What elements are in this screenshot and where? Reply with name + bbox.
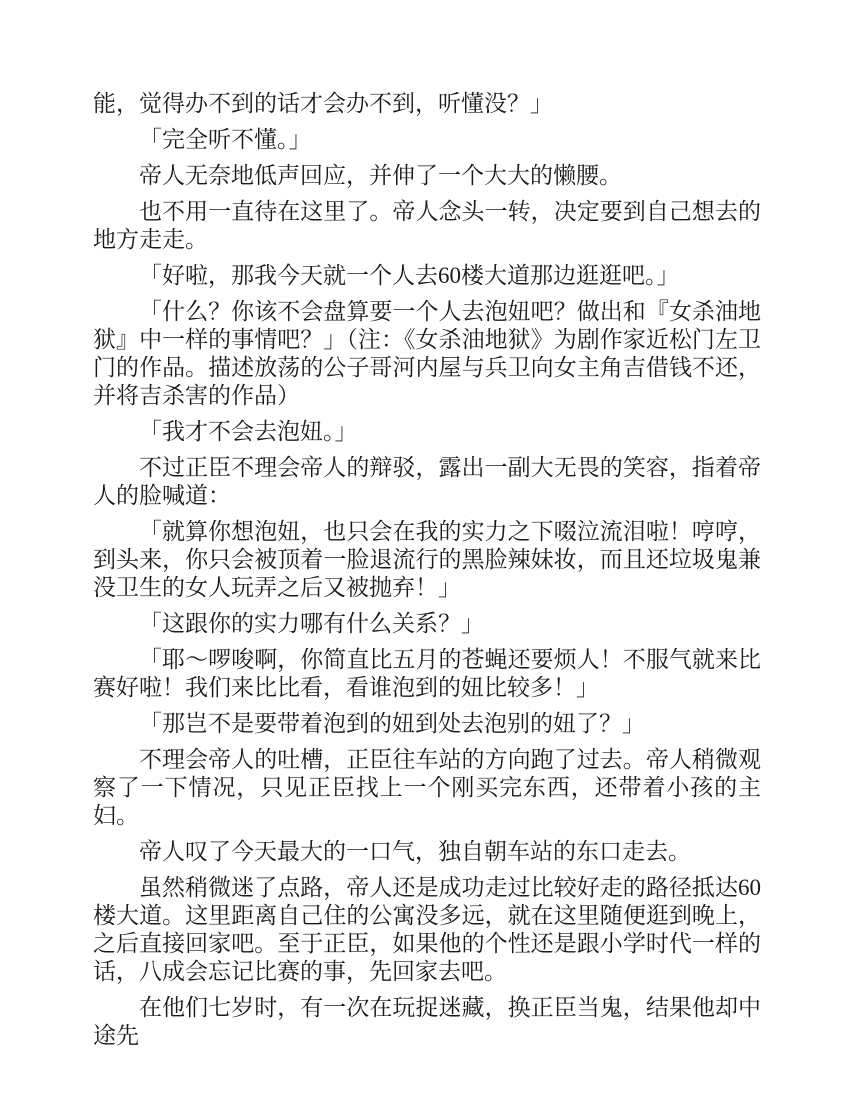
paragraph: 也不用一直待在这里了。帝人念头一转，决定要到自己想去的地方走走。 <box>93 199 761 252</box>
paragraph: 在他们七岁时，有一次在玩捉迷藏，换正臣当鬼，结果他却中途先 <box>93 995 761 1048</box>
paragraph: 帝人无奈地低声回应，并伸了一个大大的懒腰。 <box>139 163 622 188</box>
page-content <box>93 90 761 1058</box>
paragraph: 虽然稍微迷了点路，帝人还是成功走过比较好走的路径抵达60楼大道。这里距离自己住的公寓没多远，就在这里随便逛到晚上，之后直接回家吧。至于正臣，如果他的个性还是跟小学时代一样的话，八成会忘记比赛的事，先回家去吧。 <box>93 875 761 984</box>
paragraph: 「什么？你该不会盘算要一个人去泡妞吧？做出和『女杀油地狱』中一样的事情吧？」（注：《女杀油地狱》为剧作家近松门左卫门的作品。描述放荡的公子哥河内屋与兵卫向女主角吉借钱不还，并将吉杀害的作品） <box>93 299 761 408</box>
paragraph: 「这跟你的实力哪有什么关系？」 <box>139 611 484 636</box>
paragraph: 不过正臣不理会帝人的辩驳，露出一副大无畏的笑容，指着帝人的脸喊道： <box>93 455 761 508</box>
paragraph: 「好啦，那我今天就一个人去60楼大道那边逛逛吧。」 <box>139 263 680 288</box>
paragraph: 「完全听不懂。」 <box>139 127 312 152</box>
paragraph: 「我才不会去泡妞。」 <box>139 419 358 444</box>
paragraph: 能，觉得办不到的话才会办不到，听懂没？」 <box>93 91 553 116</box>
paragraph: 不理会帝人的吐槽，正臣往车站的方向跑了过去。帝人稍微观察了一下情况，只见正臣找上一个刚买完东西，还带着小孩的主妇。 <box>93 747 761 828</box>
paragraph: 「耶～啰唆啊，你简直比五月的苍蝇还要烦人！不服气就来比赛好啦！我们来比比看，看谁泡到的妞比较多！」 <box>93 647 761 700</box>
paragraph: 「就算你想泡妞，也只会在我的实力之下啜泣流泪啦！哼哼，到头来，你只会被顶着一脸退流行的黑脸辣妹妆，而且还垃圾鬼兼没卫生的女人玩弄之后又被抛弃！」 <box>93 519 761 600</box>
paragraph: 「那岂不是要带着泡到的妞到处去泡别的妞了？」 <box>139 711 645 736</box>
paragraph: 帝人叹了今天最大的一口气，独自朝车站的东口走去。 <box>139 839 691 864</box>
